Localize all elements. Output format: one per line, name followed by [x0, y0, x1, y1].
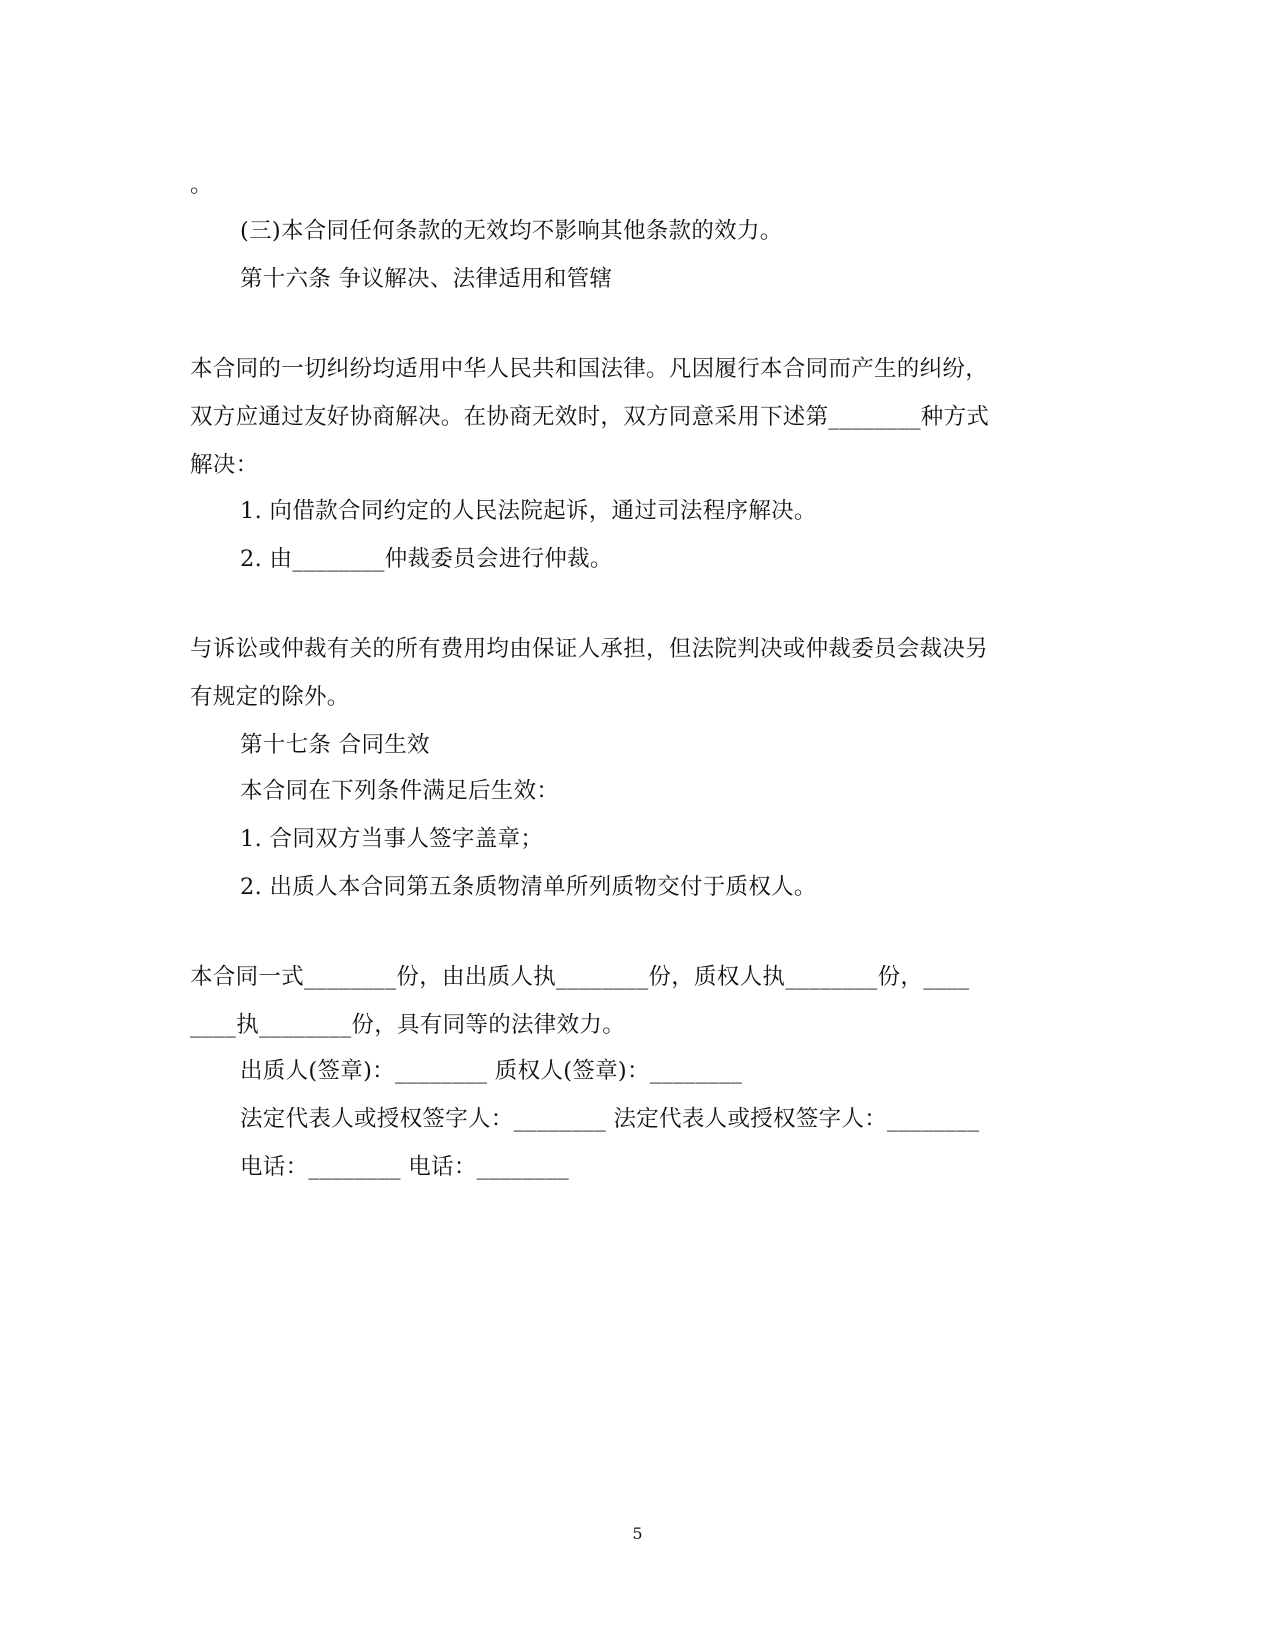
costs-paragraph-line-1: 与诉讼或仲裁有关的所有费用均由保证人承担，但法院判决或仲裁委员会裁决另 [190, 636, 989, 662]
effectiveness-condition-1: 1. 合同双方当事人签字盖章； [240, 826, 544, 852]
clause-3-validity: (三)本合同任何条款的无效均不影响其他条款的效力。 [240, 218, 783, 244]
dispute-paragraph-line-2: 双方应通过友好协商解决。在协商无效时，双方同意采用下述第________种方式 [190, 404, 990, 430]
signature-parties-line: 出质人(签章)：________ 质权人(签章)：________ [240, 1058, 743, 1084]
dispute-paragraph-line-3: 解决： [190, 452, 259, 478]
effectiveness-condition-2: 2. 出质人本合同第五条质物清单所列质物交付于质权人。 [240, 874, 817, 900]
signature-phones-line: 电话：________ 电话：________ [240, 1154, 570, 1180]
dispute-paragraph-line-1: 本合同的一切纠纷均适用中华人民共和国法律。凡因履行本合同而产生的纠纷， [190, 356, 989, 382]
signature-representatives-line: 法定代表人或授权签字人：________ 法定代表人或授权签字人：________ [240, 1106, 980, 1132]
costs-paragraph-line-2: 有规定的除外。 [190, 684, 350, 710]
dispute-option-1: 1. 向借款合同约定的人民法院起诉，通过司法程序解决。 [240, 498, 817, 524]
dispute-option-2: 2. 由________仲裁委员会进行仲裁。 [240, 546, 613, 572]
copies-paragraph-line-2: ____执________份，具有同等的法律效力。 [190, 1012, 626, 1038]
page-number: 5 [632, 1524, 643, 1543]
copies-paragraph-line-1: 本合同一式________份，由出质人执________份，质权人执________份，____ [190, 964, 970, 990]
article-17-heading: 第十七条 合同生效 [240, 732, 430, 758]
article-16-heading: 第十六条 争议解决、法律适用和管辖 [240, 266, 613, 292]
text-line-period: 。 [190, 172, 213, 198]
effectiveness-intro: 本合同在下列条件满足后生效： [240, 778, 560, 804]
